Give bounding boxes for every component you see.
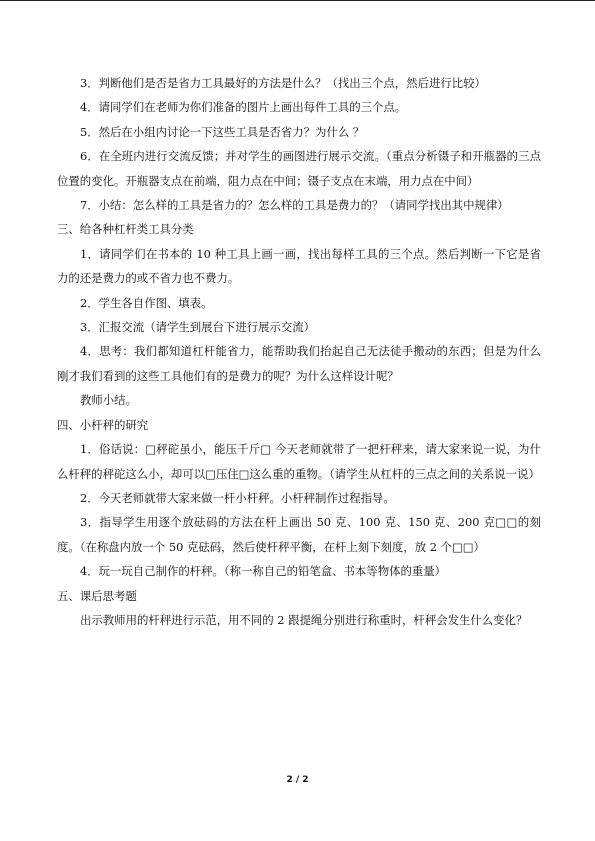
paragraph-classify-1: 1．请同学们在书本的 10 种工具上画一画，找出每样工具的三个点。然后判断一下它是省力的还是费力的或不省力也不费力。 — [57, 246, 541, 286]
section-heading-homework: 五、课后思考题 — [57, 588, 137, 603]
section-heading-steelyard: 四、小杆秤的研究 — [57, 417, 149, 432]
paragraph-step-5: 5．然后在小组内讨论一下这些工具是否省力？为什么 ？ — [80, 124, 365, 139]
section-heading-classify-tools: 三、给各种杠杆类工具分类 — [57, 222, 194, 237]
paragraph-step-3: 3．判断他们是否是省力工具最好的方法是什么？（找出三个点，然后进行比较） — [80, 76, 486, 90]
paragraph-steelyard-4: 4．玩一玩自己制作的杆秤。（称一称自己的铅笔盒、书本等物体的重量） — [80, 564, 447, 579]
paragraph-teacher-summary: 教师小结。 — [80, 393, 137, 408]
document-body — [57, 71, 541, 632]
paragraph-classify-2: 2．学生各自作图、填表。 — [80, 295, 213, 310]
paragraph-classify-4: 4．思考：我们都知道杠杆能省力，能帮助我们抬起自己无法徒手搬动的东西；但是为什么刚才我们看到的这些工具他们有的是费力的呢？为什么这样设计呢？ — [57, 344, 541, 383]
paragraph-step-7: 7．小结：怎么样的工具是省力的？怎么样的工具是费力的？（请同学找出其中规律） — [80, 198, 509, 213]
paragraph-homework-question: 出示教师用的杆秤进行示范，用不同的 2 跟提绳分别进行称重时，杆秤会发生什么变化？ — [80, 612, 528, 627]
top-border-line — [0, 0, 595, 1]
paragraph-classify-3: 3．汇报交流（请学生到展台下进行展示交流） — [80, 320, 316, 335]
paragraph-steelyard-3: 3．指导学生用逐个放砝码的方法在杆上画出 50 克、100 克、150 克、200 克□□的刻度。（在称盘内放一个 50 克砝码，然后使杆秤平衡，在杆上刻下刻度，放 2 个□□） — [57, 515, 541, 554]
paragraph-steelyard-1: 1．俗话说：□秤砣虽小，能压千斤□ 今天老师就带了一把杆秤来，请大家来说一说，为什么杆秤的秤砣这么小，却可以□压住□这么重的重物。（请学生从杠杆的三点之间的关系说一说） — [57, 442, 541, 481]
paragraph-step-6: 6．在全班内进行交流反馈；并对学生的画图进行展示交流。（重点分析镊子和开瓶器的三点位置的变化。开瓶器支点在前端，阻力点在中间；镊子支点在末端，用力点在中间） — [57, 149, 541, 188]
page-number: 2 / 2 — [286, 775, 309, 785]
paragraph-step-4: 4．请同学们在老师为你们准备的图片上画出每件工具的三个点。 — [80, 100, 407, 115]
paragraph-steelyard-2: 2．今天老师就带大家来做一杆小杆秤。小杆秤制作过程指导。 — [80, 490, 395, 505]
